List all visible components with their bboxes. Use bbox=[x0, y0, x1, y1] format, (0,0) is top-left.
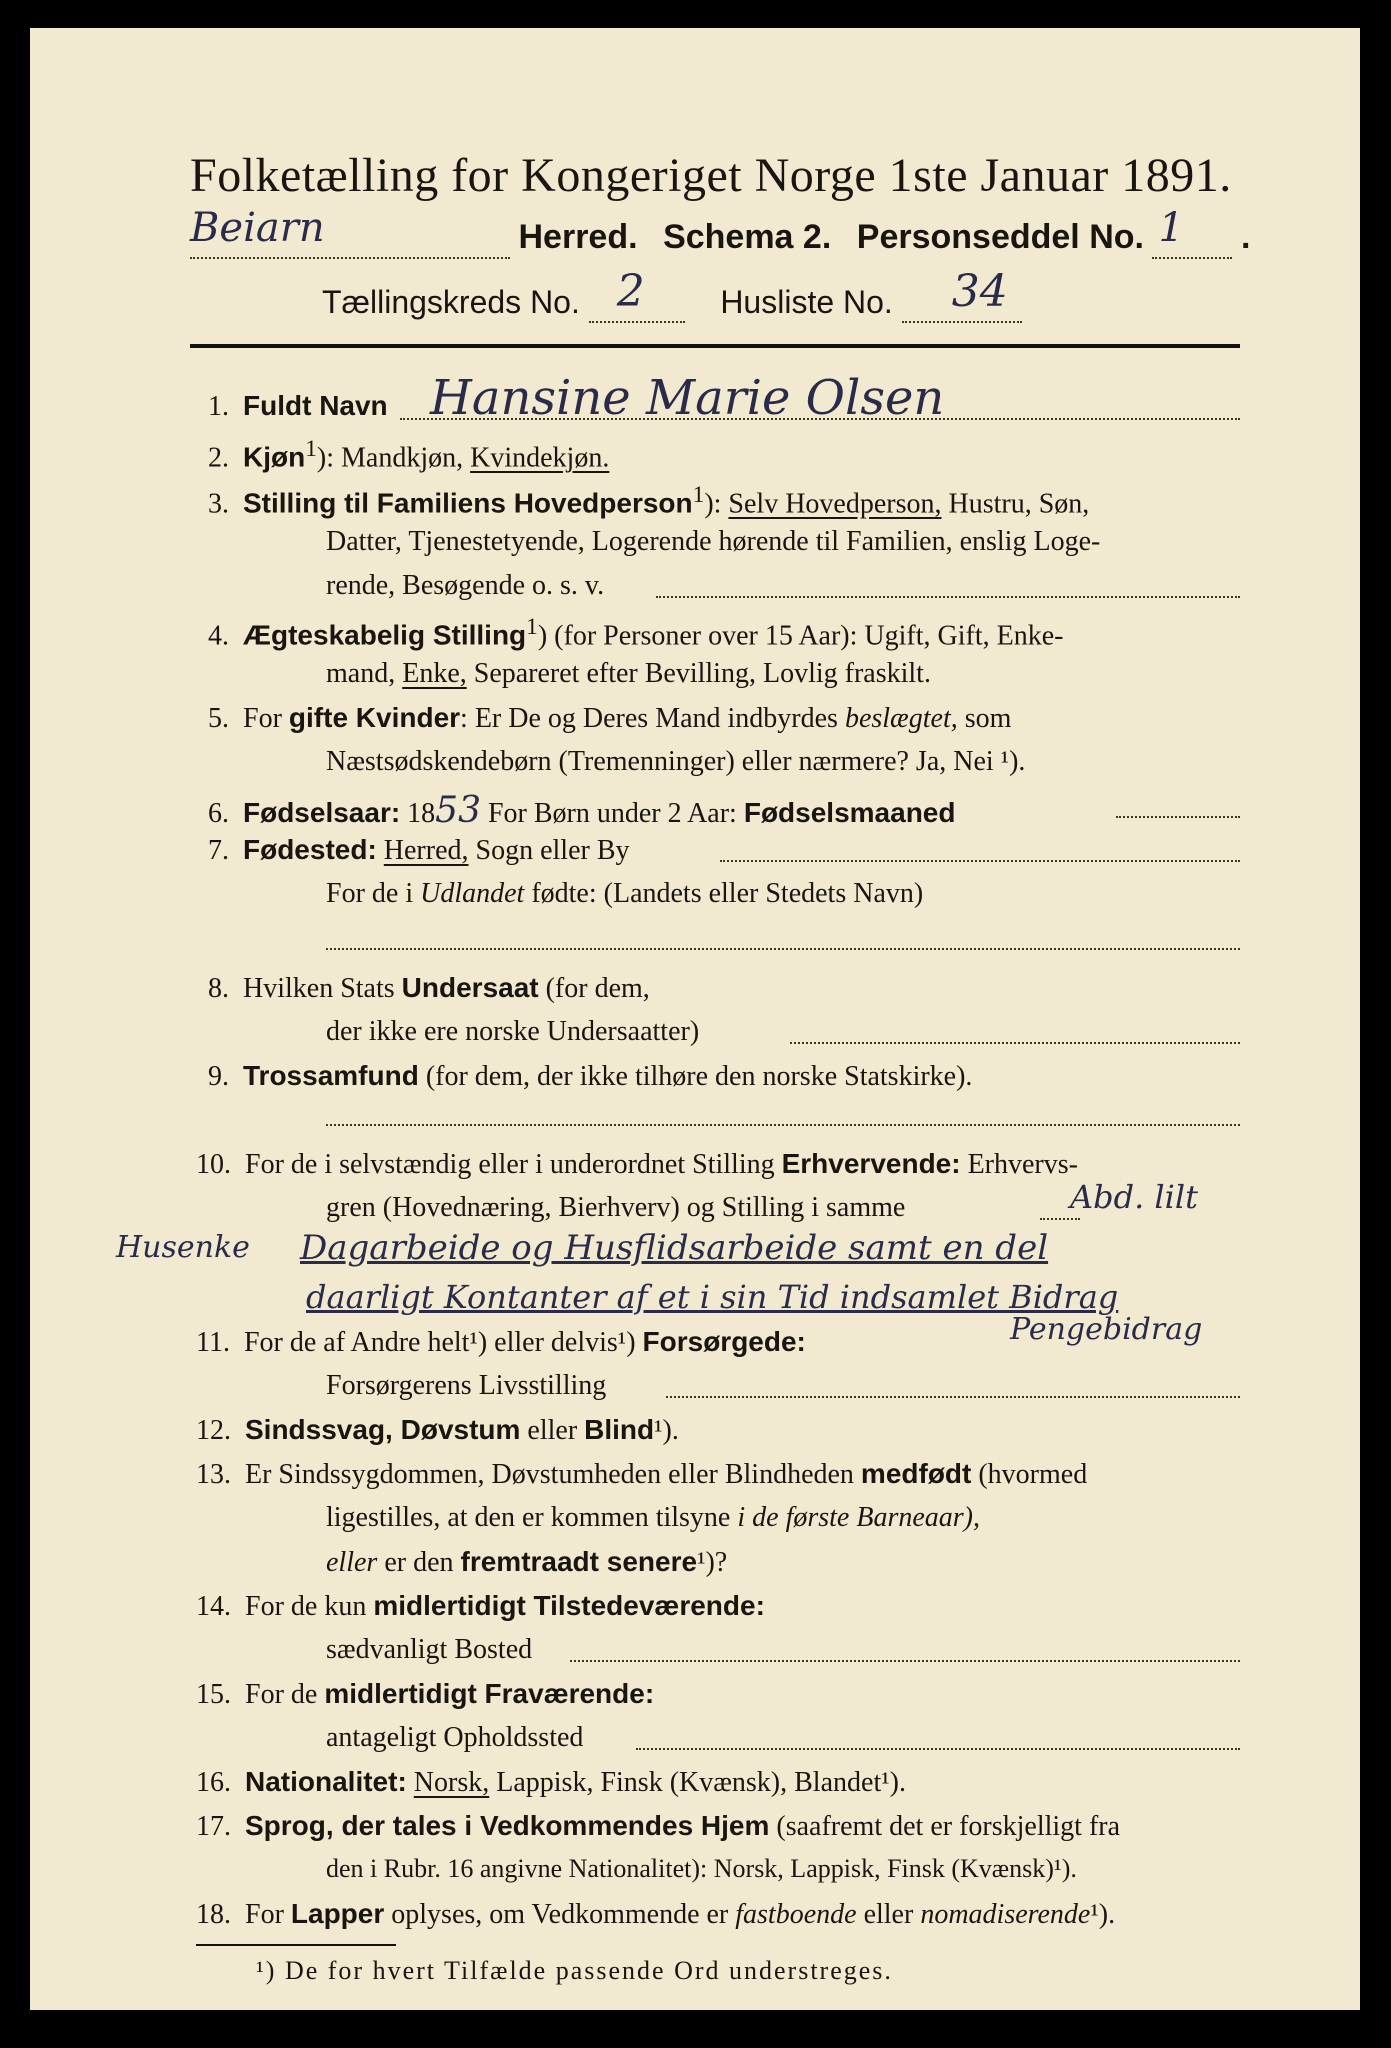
item-15-line-2: antageligt Opholdssted bbox=[326, 1722, 584, 1753]
footnote-rule bbox=[196, 1944, 396, 1946]
text: For de i selvstændig eller i underordnet Stilling bbox=[245, 1149, 782, 1180]
occupation-value-2: Dagarbeide og Husflidsarbeide samt en del bbox=[300, 1228, 1049, 1268]
religion-label: Trossamfund bbox=[243, 1060, 419, 1091]
text: er den bbox=[377, 1547, 461, 1578]
text: eller bbox=[520, 1415, 585, 1446]
personseddel-label: Personseddel No. bbox=[856, 218, 1144, 256]
item-1 bbox=[208, 390, 388, 423]
text: oplyses, om Vedkommende er bbox=[384, 1899, 736, 1930]
item-11 bbox=[196, 1326, 806, 1359]
item-number: 8. bbox=[208, 973, 229, 1004]
sex-options: ): Mandkjøn, bbox=[316, 442, 471, 474]
text: som bbox=[957, 703, 1012, 734]
item-17-line-2: den i Rubr. 16 angivne Nationalitet): Norsk, Lappisk, Finsk (Kvænsk)¹). bbox=[326, 1854, 1077, 1883]
text: Udlandet bbox=[420, 878, 525, 909]
sami-label: Lapper bbox=[290, 1898, 385, 1929]
item-number: 1. bbox=[208, 391, 229, 422]
text: Sogn eller By bbox=[468, 835, 630, 866]
item-16 bbox=[196, 1766, 906, 1799]
item-7 bbox=[208, 834, 630, 867]
taellingskreds-label: Tællingskreds No. bbox=[322, 284, 580, 320]
temporary-present-label: midlertidigt Tilstedeværende: bbox=[373, 1590, 765, 1621]
item-17 bbox=[196, 1810, 1120, 1843]
text: Lappisk, Finsk (Kvænsk), Blandet¹). bbox=[489, 1767, 906, 1798]
text: For de i bbox=[326, 878, 421, 909]
text: Er Sindssygdommen, Døvstumheden eller Blindheden bbox=[245, 1459, 861, 1490]
later-onset-label: fremtraadt senere bbox=[460, 1546, 698, 1577]
text: mand, bbox=[326, 658, 403, 689]
text: eller bbox=[856, 1899, 921, 1930]
item-14 bbox=[196, 1590, 765, 1623]
personseddel-field bbox=[1152, 205, 1232, 259]
sex-label: Kjøn bbox=[243, 441, 306, 473]
marital-status-label: Ægteskabelig Stilling bbox=[243, 619, 527, 651]
text: ligestilles, at den er kommen tilsyne bbox=[326, 1502, 738, 1533]
personseddel-value: 1 bbox=[1158, 205, 1184, 251]
item-number: 17. bbox=[196, 1811, 231, 1842]
text: For de af Andre helt¹) eller delvis¹) bbox=[243, 1327, 643, 1358]
full-name-label: Fuldt Navn bbox=[243, 390, 388, 421]
item-13 bbox=[196, 1458, 1087, 1491]
item-18 bbox=[196, 1898, 1115, 1931]
item-number: 18. bbox=[196, 1899, 231, 1930]
text: nomadiserende bbox=[920, 1899, 1091, 1930]
full-name-value: Hansine Marie Olsen bbox=[430, 370, 945, 426]
item-4-line-2 bbox=[326, 658, 931, 690]
married-women-label: gifte Kvinder bbox=[288, 702, 461, 733]
header-row-2 bbox=[322, 266, 1022, 323]
text: Hustru, Søn, bbox=[941, 488, 1090, 520]
probable-location-field bbox=[636, 1748, 1240, 1750]
text: For bbox=[243, 703, 289, 734]
birth-year-label: Fødselsaar: bbox=[243, 797, 401, 828]
text: eller bbox=[326, 1547, 378, 1578]
text: For de bbox=[245, 1679, 325, 1710]
item-3-line-3: rende, Besøgende o. s. v. bbox=[326, 570, 605, 601]
item-5-line-2: Næstsødskendebørn (Tremenninger) eller nærmere? Ja, Nei ¹). bbox=[326, 746, 1026, 777]
birthplace-field bbox=[720, 860, 1240, 862]
form-title: Folketælling for Kongeriget Norge 1ste Januar 1891. bbox=[190, 149, 1232, 202]
item-13-line-2 bbox=[326, 1502, 980, 1534]
disability-label: Sindssvag, Døvstum bbox=[245, 1414, 521, 1445]
herred-value: Beiarn bbox=[190, 205, 325, 251]
item-number: 9. bbox=[208, 1061, 229, 1092]
occupation-label: Erhvervende: bbox=[781, 1148, 961, 1179]
text: 18 bbox=[400, 798, 436, 829]
text: For Børn under 2 Aar: bbox=[480, 798, 744, 829]
item-10 bbox=[196, 1148, 1078, 1181]
item-3-field bbox=[656, 596, 1240, 598]
item-3-line-2: Datter, Tjenestetyende, Logerende hørende til Familien, enslig Loge- bbox=[326, 526, 1101, 557]
text: i de første Barneaar), bbox=[737, 1502, 980, 1533]
item-number: 3. bbox=[208, 488, 229, 520]
marital-status-selected: Enke, bbox=[402, 658, 467, 689]
nationality-selected: Norsk, bbox=[413, 1767, 490, 1798]
item-number: 14. bbox=[196, 1591, 231, 1622]
sex-selected: Kvindekjøn. bbox=[470, 442, 610, 474]
item-12 bbox=[196, 1414, 679, 1447]
text: (for dem, der ikke tilhøre den norske Statskirke). bbox=[418, 1061, 973, 1092]
birthplace-selected: Herred, bbox=[383, 835, 469, 866]
item-number: 6. bbox=[208, 798, 229, 829]
text: ¹). bbox=[654, 1415, 679, 1446]
item-2: 2. Kjøn$^1$): Mandkjøn, Kvindekjøn. bbox=[208, 436, 610, 474]
text: For de kun bbox=[245, 1591, 374, 1622]
item-number: 4. bbox=[208, 620, 229, 652]
text: Separeret efter Bevilling, Lovlig fraskilt. bbox=[466, 658, 931, 689]
item-15 bbox=[196, 1678, 654, 1711]
husliste-label: Husliste No. bbox=[720, 284, 893, 320]
item-14-line-2: sædvanligt Bosted bbox=[326, 1634, 533, 1665]
provider-occupation-field bbox=[666, 1396, 1240, 1398]
text: fastboende bbox=[735, 1899, 857, 1930]
header-row-1: Beiarn Herred. Schema 2. Personseddel No. 1 . bbox=[190, 218, 1250, 259]
occupation-value-3: daarligt Kontanter af et i sin Tid indsamlet Bidrag bbox=[306, 1278, 1119, 1316]
citizenship-field bbox=[790, 1042, 1240, 1044]
text: beslægtet, bbox=[844, 703, 958, 734]
text: ) (for Personer over 15 Aar): Ugift, Gift, Enke- bbox=[537, 620, 1064, 652]
item-number: 7. bbox=[208, 835, 229, 866]
husliste-value: 34 bbox=[951, 266, 1008, 317]
taellingskreds-field bbox=[589, 266, 685, 323]
usual-residence-field bbox=[570, 1660, 1240, 1662]
item-6 bbox=[208, 790, 955, 831]
schema-label: Schema 2. bbox=[663, 218, 832, 256]
item-3: 3. Stilling til Familiens Hovedperson$^1$): Selv Hovedperson, Hustru, Søn, bbox=[208, 482, 1090, 520]
item-8-line-2: der ikke ere norske Undersaatter) bbox=[326, 1016, 700, 1047]
text: Erhvervs- bbox=[960, 1149, 1078, 1180]
item-7-line-2 bbox=[326, 878, 923, 910]
supported-label: Forsørgede: bbox=[642, 1326, 806, 1357]
text bbox=[377, 835, 384, 866]
item-11-line-2: Forsørgerens Livsstilling bbox=[326, 1370, 607, 1401]
text: ¹)? bbox=[697, 1547, 728, 1578]
text bbox=[407, 1767, 414, 1798]
item-8 bbox=[208, 972, 650, 1005]
text: Hvilken Stats bbox=[243, 973, 402, 1004]
citizenship-label: Undersaat bbox=[401, 972, 539, 1003]
family-position-selected: Selv Hovedperson, bbox=[728, 488, 942, 520]
item-number: 13. bbox=[196, 1459, 231, 1490]
text: ): bbox=[704, 488, 729, 520]
text: fødte: (Landets eller Stedets Navn) bbox=[524, 878, 924, 909]
husliste-field bbox=[902, 266, 1022, 323]
taellingskreds-value: 2 bbox=[616, 266, 645, 317]
text: ¹). bbox=[1090, 1899, 1116, 1930]
item-number: 2. bbox=[208, 442, 229, 474]
birth-month-field bbox=[1116, 816, 1240, 818]
text: For bbox=[245, 1899, 291, 1930]
birth-year-value: 53 bbox=[435, 790, 481, 831]
item-4: 4. Ægteskabelig Stilling$^1$) (for Personer over 15 Aar): Ugift, Gift, Enke- bbox=[208, 614, 1064, 652]
text: (saafremt det er forskjelligt fra bbox=[769, 1811, 1121, 1842]
occupation-value-1: Abd. lilt bbox=[1070, 1178, 1198, 1216]
religion-field bbox=[326, 1124, 1240, 1126]
item-13-line-3 bbox=[326, 1546, 727, 1579]
temporary-absent-label: midlertidigt Fraværende: bbox=[324, 1678, 655, 1709]
footnote: ¹) De for hvert Tilfælde passende Ord understreges. bbox=[256, 1956, 893, 1985]
foreign-birthplace-field bbox=[326, 948, 1240, 950]
herred-label: Herred. bbox=[518, 218, 638, 256]
item-number: 5. bbox=[208, 703, 229, 734]
herred-field bbox=[190, 205, 510, 259]
supported-value: Pengebidrag bbox=[1010, 1312, 1203, 1347]
language-label: Sprog, der tales i Vedkommendes Hjem bbox=[245, 1810, 770, 1841]
header-rule bbox=[190, 344, 1240, 348]
birthplace-label: Fødested: bbox=[243, 834, 377, 865]
item-number: 11. bbox=[196, 1327, 230, 1358]
text: (for dem, bbox=[538, 973, 650, 1004]
occupation-leader bbox=[1040, 1218, 1080, 1220]
blind-label: Blind bbox=[584, 1414, 655, 1445]
item-number: 15. bbox=[196, 1679, 231, 1710]
text: (hvormed bbox=[971, 1459, 1088, 1490]
nationality-label: Nationalitet: bbox=[245, 1766, 407, 1797]
item-5 bbox=[208, 702, 1011, 735]
item-number: 16. bbox=[196, 1767, 231, 1798]
family-position-label: Stilling til Familiens Hovedperson bbox=[243, 487, 693, 519]
item-number: 10. bbox=[196, 1149, 231, 1180]
text: : Er De og Deres Mand indbyrdes bbox=[460, 703, 845, 734]
item-9 bbox=[208, 1060, 972, 1093]
item-number: 12. bbox=[196, 1415, 231, 1446]
occupation-margin-note: Husenke bbox=[116, 1230, 250, 1265]
congenital-label: medfødt bbox=[860, 1458, 972, 1489]
birth-month-label: Fødselsmaaned bbox=[743, 797, 956, 828]
item-10-line-2: gren (Hovednæring, Bierhverv) og Stilling i samme bbox=[326, 1192, 906, 1223]
